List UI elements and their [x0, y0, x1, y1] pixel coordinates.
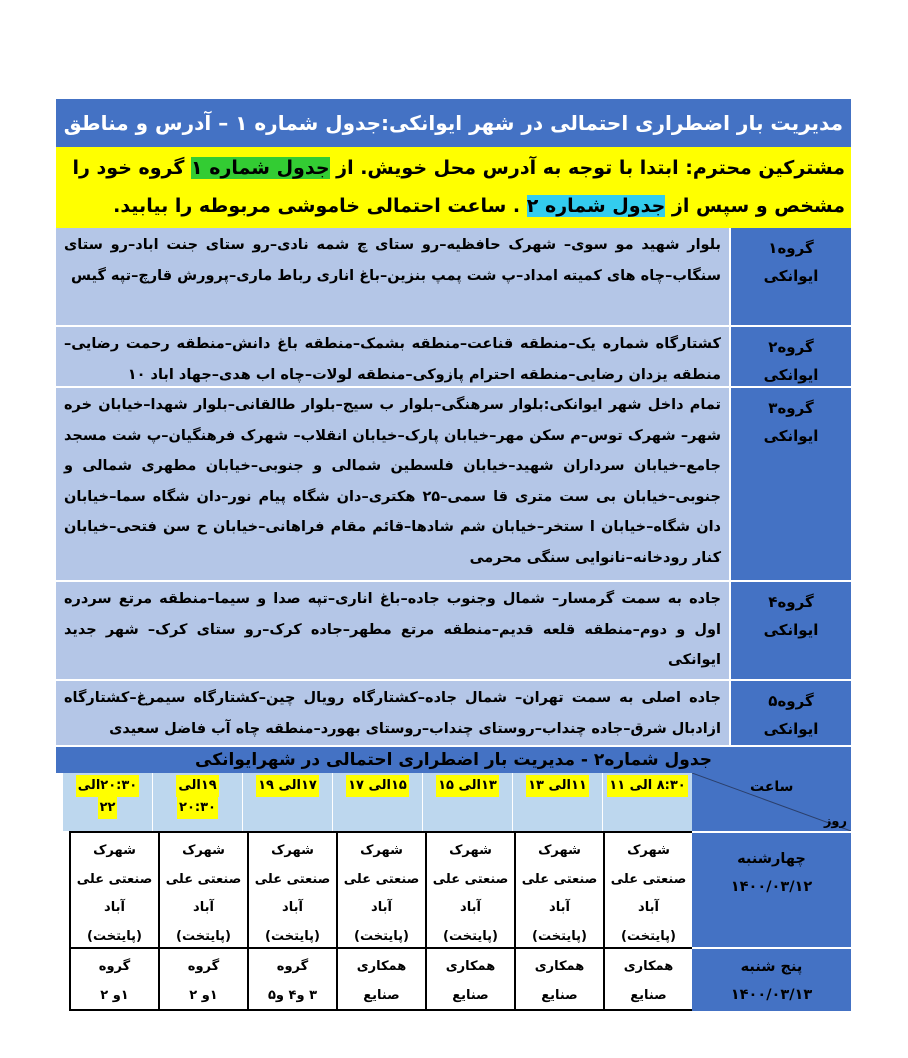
- time-slot: ۲۰:۳۰الی ۲۲: [62, 773, 152, 831]
- table2-title: جدول شماره۲ - مدیریت بار اضطراری احتمالی در شهرایوانکی: [56, 747, 851, 773]
- schedule-cell: شهرک صنعتی علی آباد (پایتخت): [425, 831, 514, 947]
- time-slot: ۱۵الی ۱۷: [332, 773, 422, 831]
- group-label: گروه۱ ایوانکی: [729, 228, 851, 325]
- group-addresses: جاده به سمت گرمسار– شمال وجنوب جاده–باغ اناری–تپه صدا و سیما–منطقه مرتع سردره اول و دوم–منطقه قلعه قدیم–منطقه مرتع مطهر–جاده کرک–رو ستای کرک– شهر جدید ایوانکی: [56, 582, 729, 679]
- schedule-cell: همکاری صنایع: [514, 947, 603, 1011]
- page-title: مدیریت بار اضطراری احتمالی در شهر ایوانکی:جدول شماره ۱ – آدرس و مناطق: [56, 99, 851, 147]
- schedule-cell: شهرک صنعتی علی آباد (پایتخت): [69, 831, 158, 947]
- schedule-cell: شهرک صنعتی علی آباد (پایتخت): [603, 831, 692, 947]
- document: [56, 99, 851, 1011]
- notice-text-2: گروه خود را مشخص و سپس از: [72, 157, 845, 217]
- time-slot: ۱۳الی ۱۵: [422, 773, 512, 831]
- schedule-header-row: [56, 773, 851, 831]
- group-label: گروه۳ ایوانکی: [729, 388, 851, 580]
- notice-box: [56, 147, 851, 228]
- group-label: گروه۵ ایوانکی: [729, 681, 851, 745]
- group-row: [56, 388, 851, 582]
- corner-hour-label: ساعت: [750, 779, 794, 795]
- schedule-cell: همکاری صنایع: [336, 947, 425, 1011]
- group-addresses: بلوار شهید مو سوی– شهرک حافظیه–رو ستای چ شمه نادی–رو ستای جنت اباد–رو ستای سنگاب–چاه های کمیته امداد–پ شت پمپ بنزین–باغ اناری رباط ماری–پرورش قارچ–تپه گیس: [56, 228, 729, 325]
- group-row: [56, 327, 851, 388]
- schedule-cell: شهرک صنعتی علی آباد (پایتخت): [158, 831, 247, 947]
- schedule-cell: شهرک صنعتی علی آباد (پایتخت): [336, 831, 425, 947]
- time-slot: ۸:۳۰ الی ۱۱: [602, 773, 692, 831]
- schedule-cell: گروه ۱و ۲: [158, 947, 247, 1011]
- group-addresses: جاده اصلی به سمت تهران– شمال جاده–کشتارگاه رویال چین–کشتارگاه سیمرغ–کشتارگاه ازادبال شرق–جاده چنداب–روستای چنداب–روستای بهورد–منطقه چاه آب فاضل سعیدی: [56, 681, 729, 745]
- group-addresses: تمام داخل شهر ایوانکی:بلوار سرهنگی–بلوار ب سیج–بلوار طالقانی–بلوار شهدا–خیابان خره شهر– شهرک توس–م سکن مهر–خیابان پارک–خیابان انقلاب– شهرک فرهنگیان–پ شت مسجد جامع–خیابان سرداران شهید–خیابان فلسطین شمالی و جنوبی–خیابان مطهری شمالی و جنوبی–خیابان بی ست متری قا سمی–۲۵ هکتری–دان شگاه پیام نور–دان شگاه سما–خیابان دان شگاه–خیابان ا ستخر–خیابان شم شادها–قائم مقام فراهانی–خیابان ح سن فتحی–خیابان کنار رودخانه–نانوایی سنگی محرمی: [56, 388, 729, 580]
- schedule-cell: همکاری صنایع: [425, 947, 514, 1011]
- notice-highlight-table1: جدول شماره ۱: [191, 157, 330, 179]
- schedule-cell: شهرک صنعتی علی آباد (پایتخت): [514, 831, 603, 947]
- schedule-cell: گروه ۳ و۴ و۵: [247, 947, 336, 1011]
- schedule-row: [56, 831, 851, 947]
- group-label: گروه۲ ایوانکی: [729, 327, 851, 386]
- group-addresses: کشتارگاه شماره یک–منطقه قناعت–منطقه بشمک–منطقه باغ دانش–منطقه رحمت رضایی–منطقه یزدان رضایی–منطقه احترام پازوکی–منطقه لولات–چاه اب هدی–جهاد اباد ۱۰: [56, 327, 729, 386]
- time-slot: ۱۷الی ۱۹: [242, 773, 332, 831]
- notice-text-1: مشترکین محترم: ابتدا با توجه به آدرس محل خویش. از: [329, 157, 845, 179]
- time-slot: ۱۱الی ۱۳: [512, 773, 602, 831]
- schedule-row: [56, 947, 851, 1011]
- time-slot: ۱۹الی ۲۰:۳۰: [152, 773, 242, 831]
- schedule-cell: گروه ۱و ۲: [69, 947, 158, 1011]
- group-row: [56, 228, 851, 327]
- group-row: [56, 681, 851, 747]
- day-cell: پنج شنبه ۱۴۰۰/۰۳/۱۳: [692, 947, 851, 1011]
- group-label: گروه۴ ایوانکی: [729, 582, 851, 679]
- notice-text-3: . ساعت احتمالی خاموشی مربوطه را بیابید.: [113, 195, 527, 217]
- schedule-cell: شهرک صنعتی علی آباد (پایتخت): [247, 831, 336, 947]
- corner-cell: [692, 773, 851, 831]
- groups-table: [56, 228, 851, 747]
- day-cell: چهارشنبه ۱۴۰۰/۰۳/۱۲: [692, 831, 851, 947]
- schedule-cell: همکاری صنایع: [603, 947, 692, 1011]
- group-row: [56, 582, 851, 681]
- corner-day-label: روز: [823, 814, 847, 829]
- notice-highlight-table2: جدول شماره ۲: [526, 195, 666, 217]
